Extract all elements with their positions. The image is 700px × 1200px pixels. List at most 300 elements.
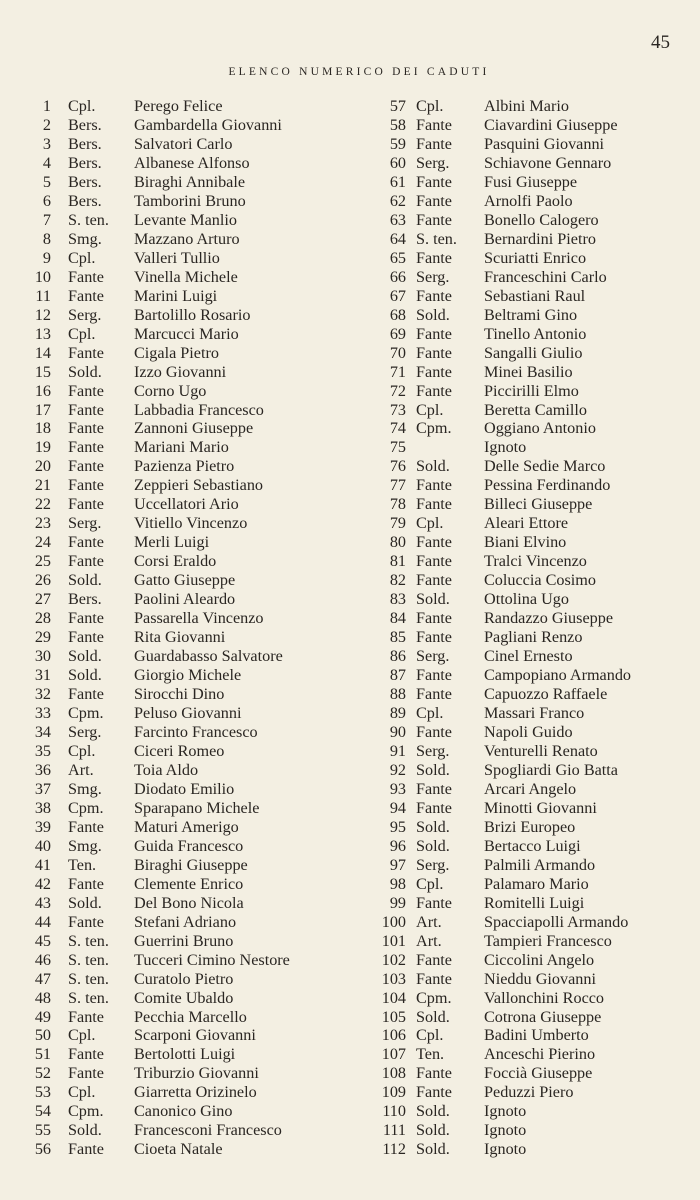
- list-item: [362, 818, 700, 837]
- list-item: [362, 1140, 700, 1159]
- entry-name: Marini Luigi: [134, 286, 218, 305]
- entry-rank: Cpl.: [416, 97, 444, 115]
- entry-name: Cinel Ernesto: [484, 647, 573, 666]
- entry-rank: Cpl.: [68, 1083, 96, 1102]
- entry-number: 102: [381, 950, 406, 969]
- entry-rank: Serg.: [68, 305, 102, 324]
- entry-name: Vinella Michele: [134, 267, 238, 286]
- list-item: [0, 723, 370, 742]
- entry-name: Levante Manlio: [134, 210, 237, 229]
- entry-number: 52: [34, 1064, 51, 1083]
- entry-number: 31: [34, 666, 51, 685]
- entry-name: Foccià Giuseppe: [484, 1064, 593, 1083]
- entry-name: Tampieri Francesco: [484, 931, 612, 950]
- entry-number: 96: [389, 836, 406, 855]
- entry-rank: Sold.: [68, 666, 102, 685]
- entry-name: Tralci Vincenzo: [484, 552, 587, 571]
- list-item: [0, 1064, 370, 1083]
- list-item: [362, 837, 700, 856]
- list-item: [0, 249, 370, 268]
- entry-rank: Fante: [416, 628, 452, 647]
- entry-number: 14: [34, 343, 51, 362]
- entry-number: 110: [382, 1102, 406, 1121]
- list-item: [362, 666, 700, 685]
- entry-name: Giorgio Michele: [134, 666, 242, 685]
- entry-rank: Fante: [416, 798, 452, 817]
- entry-rank: Fante: [68, 912, 104, 931]
- entry-rank: Serg.: [416, 647, 450, 666]
- entry-name: Triburzio Giovanni: [134, 1064, 259, 1083]
- entry-rank: Fante: [416, 495, 452, 514]
- entry-rank: Cpl.: [68, 741, 96, 760]
- entry-number: 108: [381, 1064, 406, 1083]
- entry-name: Ciccolini Angelo: [484, 950, 595, 969]
- entry-rank: Fante: [416, 172, 452, 191]
- entry-rank: Fante: [416, 533, 452, 552]
- list-item: [0, 344, 370, 363]
- entry-name: Sangalli Giulio: [484, 343, 583, 362]
- entry-number: 5: [42, 172, 51, 191]
- list-item: [0, 438, 370, 457]
- entry-rank: Bers.: [68, 153, 102, 172]
- entry-name: Del Bono Nicola: [134, 893, 244, 912]
- entry-rank: Smg.: [68, 229, 102, 248]
- entry-rank: Sold.: [68, 362, 102, 381]
- entry-number: 63: [389, 210, 406, 229]
- entry-name: Zannoni Giuseppe: [134, 419, 254, 438]
- entry-name: Zeppieri Sebastiano: [134, 476, 264, 495]
- entry-number: 81: [389, 552, 406, 571]
- entry-rank: Sold.: [416, 817, 450, 836]
- entry-name: Toia Aldo: [134, 760, 199, 779]
- list-item: [362, 287, 700, 306]
- entry-number: 97: [389, 855, 406, 874]
- entry-rank: S. ten.: [68, 969, 109, 988]
- entry-number: 86: [389, 647, 406, 666]
- entry-number: 47: [34, 969, 51, 988]
- entry-number: 104: [381, 988, 406, 1007]
- entry-number: 39: [34, 817, 51, 836]
- entry-name: Pazienza Pietro: [134, 457, 235, 476]
- entry-number: 29: [34, 628, 51, 647]
- entry-number: 11: [35, 286, 51, 305]
- entry-rank: Cpl.: [416, 704, 444, 722]
- entry-name: Aleari Ettore: [484, 514, 569, 533]
- list-item: [362, 761, 700, 780]
- list-item: [0, 875, 370, 894]
- entry-rank: Fante: [416, 476, 452, 495]
- entry-name: Schiavone Gennaro: [484, 153, 612, 172]
- entry-number: 112: [382, 1140, 406, 1159]
- page-heading: ELENCO NUMERICO DEI CADUTI: [228, 66, 490, 78]
- entry-number: 32: [34, 685, 51, 704]
- entry-name: Cotrona Giuseppe: [484, 1007, 602, 1026]
- list-item: [362, 533, 700, 552]
- entry-name: Minotti Giovanni: [484, 798, 597, 817]
- entry-number: 26: [34, 571, 51, 590]
- list-item: [362, 495, 700, 514]
- list-item: [0, 571, 370, 590]
- entry-name: Romitelli Luigi: [484, 893, 585, 912]
- list-item: [0, 97, 370, 116]
- entry-name: Guida Francesco: [134, 836, 244, 855]
- entry-rank: Art.: [416, 931, 442, 950]
- entry-number: 30: [34, 647, 51, 666]
- list-item: [0, 894, 370, 913]
- entry-rank: Sold.: [416, 1102, 450, 1121]
- entry-number: 10: [34, 267, 51, 286]
- entry-number: 57: [389, 97, 406, 115]
- entry-number: 85: [389, 628, 406, 647]
- entry-rank: Fante: [68, 533, 104, 552]
- entry-number: 105: [381, 1007, 406, 1026]
- entry-number: 64: [389, 229, 406, 248]
- entry-number: 17: [34, 400, 51, 419]
- entry-rank: Sold.: [416, 457, 450, 476]
- entry-name: Sparapano Michele: [134, 798, 260, 817]
- entry-number: 69: [389, 324, 406, 343]
- entry-name: Vitiello Vincenzo: [134, 514, 248, 533]
- entry-rank: Fante: [416, 362, 452, 381]
- entry-number: 59: [389, 134, 406, 153]
- list-item: [0, 382, 370, 401]
- list-item: [0, 951, 370, 970]
- list-item: [362, 457, 700, 476]
- entry-name: Bernardini Pietro: [484, 229, 596, 248]
- entry-number: 87: [389, 666, 406, 685]
- entry-name: Bertolotti Luigi: [134, 1045, 236, 1064]
- entry-name: Curatolo Pietro: [134, 969, 234, 988]
- list-item: [362, 552, 700, 571]
- entry-number: 7: [42, 210, 51, 229]
- entry-rank: Sold.: [416, 590, 450, 609]
- entry-name: Ignoto: [484, 1102, 527, 1121]
- entry-name: Albini Mario: [484, 97, 569, 115]
- list-item: [0, 799, 370, 818]
- entry-rank: Fante: [68, 1045, 104, 1064]
- entry-number: 80: [389, 533, 406, 552]
- entry-number: 2: [42, 115, 51, 134]
- entry-rank: Cpl.: [416, 400, 444, 419]
- entry-name: Mariani Mario: [134, 438, 229, 457]
- entry-rank: Serg.: [416, 741, 450, 760]
- entry-number: 84: [389, 609, 406, 628]
- entry-rank: Fante: [68, 343, 104, 362]
- entry-name: Peluso Giovanni: [134, 704, 242, 722]
- list-item: [362, 1102, 700, 1121]
- entry-number: 55: [34, 1121, 51, 1140]
- entry-number: 95: [389, 817, 406, 836]
- list-item: [0, 837, 370, 856]
- entry-number: 56: [34, 1140, 51, 1159]
- list-item: [362, 1008, 700, 1027]
- entry-rank: Fante: [416, 552, 452, 571]
- entry-name: Passarella Vincenzo: [134, 609, 264, 628]
- entry-rank: Fante: [416, 324, 452, 343]
- entry-name: Guardabasso Salvatore: [134, 647, 283, 666]
- entry-name: Scuriatti Enrico: [484, 248, 587, 267]
- entry-name: Tamborini Bruno: [134, 191, 246, 210]
- entry-rank: Bers.: [68, 172, 102, 191]
- entry-name: Gambardella Giovanni: [134, 115, 282, 134]
- entry-name: Napoli Guido: [484, 722, 573, 741]
- list-item: [362, 268, 700, 287]
- entry-number: 76: [389, 457, 406, 476]
- entry-name: Spogliardi Gio Batta: [484, 760, 618, 779]
- list-item: [0, 818, 370, 837]
- entry-rank: Fante: [68, 476, 104, 495]
- entry-name: Uccellatori Ario: [134, 495, 239, 514]
- list-item: [0, 1026, 370, 1045]
- entry-number: 83: [389, 590, 406, 609]
- entry-number: 48: [34, 988, 51, 1007]
- list-item: [0, 1083, 370, 1102]
- entry-number: 6: [42, 191, 51, 210]
- entry-rank: Fante: [416, 1083, 452, 1102]
- entry-rank: Fante: [68, 817, 104, 836]
- entry-name: Ignoto: [484, 1140, 527, 1159]
- entry-rank: Ten.: [416, 1045, 445, 1064]
- entry-name: Spacciapolli Armando: [484, 912, 629, 931]
- list-item: [362, 590, 700, 609]
- entry-number: 70: [389, 343, 406, 362]
- entry-number: 107: [381, 1045, 406, 1064]
- list-item: [362, 780, 700, 799]
- entry-rank: Cpl.: [416, 1026, 444, 1045]
- entry-number: 9: [42, 248, 51, 267]
- entry-number: 20: [34, 457, 51, 476]
- entry-name: Beltrami Gino: [484, 305, 578, 324]
- list-item: [362, 192, 700, 211]
- list-item: [362, 989, 700, 1008]
- entry-number: 100: [381, 912, 406, 931]
- list-item: [0, 590, 370, 609]
- list-item: [0, 230, 370, 249]
- entry-rank: Fante: [68, 286, 104, 305]
- list-item: [0, 363, 370, 382]
- list-item: [0, 268, 370, 287]
- entry-number: 94: [389, 798, 406, 817]
- entry-rank: Cpl.: [416, 514, 444, 533]
- list-item: [362, 249, 700, 268]
- entry-rank: Bers.: [68, 134, 102, 153]
- entry-rank: Cpm.: [68, 1102, 104, 1121]
- entry-rank: Fante: [68, 438, 104, 457]
- entry-rank: Sold.: [416, 1121, 450, 1140]
- list-item: [362, 799, 700, 818]
- entry-rank: Fante: [416, 343, 452, 362]
- list-item: [362, 932, 700, 951]
- list-item: [0, 325, 370, 344]
- entry-name: Massari Franco: [484, 704, 585, 722]
- entry-number: 66: [389, 267, 406, 286]
- entry-number: 46: [34, 950, 51, 969]
- list-item: [362, 135, 700, 154]
- entry-number: 42: [34, 874, 51, 893]
- entry-number: 103: [381, 969, 406, 988]
- entry-name: Merli Luigi: [134, 533, 210, 552]
- list-item: [0, 970, 370, 989]
- entry-number: 41: [34, 855, 51, 874]
- entry-number: 61: [389, 172, 406, 191]
- entry-rank: Bers.: [68, 590, 102, 609]
- entry-name: Guerrini Bruno: [134, 931, 234, 950]
- entry-name: Ciceri Romeo: [134, 741, 225, 760]
- entry-rank: Fante: [416, 779, 452, 798]
- entry-name: Coluccia Cosimo: [484, 571, 596, 590]
- entry-name: Cioeta Natale: [134, 1140, 223, 1159]
- list-item: [0, 1102, 370, 1121]
- list-item: [362, 951, 700, 970]
- list-item: [0, 856, 370, 875]
- entry-rank: Fante: [416, 722, 452, 741]
- entry-name: Arnolfi Paolo: [484, 191, 573, 210]
- list-item: [0, 666, 370, 685]
- list-item: [0, 457, 370, 476]
- list-item: [362, 173, 700, 192]
- entry-rank: Sold.: [416, 305, 450, 324]
- entry-number: 33: [34, 704, 51, 722]
- entry-name: Franceschini Carlo: [484, 267, 607, 286]
- list-item: [0, 1045, 370, 1064]
- entry-number: 40: [34, 836, 51, 855]
- entry-name: Campopiano Armando: [484, 666, 632, 685]
- entry-number: 79: [389, 514, 406, 533]
- entry-number: 51: [34, 1045, 51, 1064]
- entry-number: 98: [389, 874, 406, 893]
- entry-name: Palamaro Mario: [484, 874, 589, 893]
- entry-rank: Fante: [416, 666, 452, 685]
- list-item: [0, 628, 370, 647]
- entry-rank: Bers.: [68, 115, 102, 134]
- entry-number: 50: [34, 1026, 51, 1045]
- entry-rank: S. ten.: [68, 931, 109, 950]
- entry-number: 99: [389, 893, 406, 912]
- entry-name: Fusi Giuseppe: [484, 172, 578, 191]
- entry-rank: Fante: [416, 134, 452, 153]
- entry-rank: Fante: [416, 115, 452, 134]
- entry-rank: Fante: [68, 400, 104, 419]
- list-item: [362, 1026, 700, 1045]
- entry-number: 58: [389, 115, 406, 134]
- entry-number: 71: [389, 362, 406, 381]
- entry-number: 28: [34, 609, 51, 628]
- entry-name: Rita Giovanni: [134, 628, 226, 647]
- entry-rank: Fante: [416, 248, 452, 267]
- entry-name: Giarretta Orizinelo: [134, 1083, 257, 1102]
- list-item: [0, 780, 370, 799]
- list-item: [362, 476, 700, 495]
- list-item: [0, 514, 370, 533]
- entry-number: 19: [34, 438, 51, 457]
- entry-name: Marcucci Mario: [134, 324, 239, 343]
- entry-rank: Cpl.: [68, 324, 96, 343]
- entry-rank: Cpl.: [68, 1026, 96, 1045]
- list-item: [0, 913, 370, 932]
- entry-name: Valleri Tullio: [134, 248, 220, 267]
- entry-name: Beretta Camillo: [484, 400, 587, 419]
- list-item: [362, 628, 700, 647]
- list-item: [362, 211, 700, 230]
- right-column: [362, 97, 700, 1159]
- entry-rank: Sold.: [68, 893, 102, 912]
- entry-name: Scarponi Giovanni: [134, 1026, 256, 1045]
- entry-number: 77: [389, 476, 406, 495]
- entry-rank: Fante: [416, 950, 452, 969]
- entry-rank: Fante: [416, 286, 452, 305]
- entry-number: 34: [34, 722, 51, 741]
- list-item: [0, 742, 370, 761]
- entry-number: 21: [34, 476, 51, 495]
- entry-number: 54: [34, 1102, 51, 1121]
- entry-name: Bonello Calogero: [484, 210, 599, 229]
- entry-rank: Fante: [416, 381, 452, 400]
- list-item: [362, 704, 700, 723]
- entry-name: Pagliani Renzo: [484, 628, 583, 647]
- entry-number: 67: [389, 286, 406, 305]
- entry-name: Francesconi Francesco: [134, 1121, 282, 1140]
- entry-rank: Fante: [416, 210, 452, 229]
- entry-name: Brizi Europeo: [484, 817, 576, 836]
- entry-rank: Fante: [68, 1140, 104, 1159]
- entry-number: 90: [389, 722, 406, 741]
- entry-number: 68: [389, 305, 406, 324]
- entry-name: Biraghi Annibale: [134, 172, 246, 191]
- list-item: [0, 989, 370, 1008]
- entry-name: Biraghi Giuseppe: [134, 855, 248, 874]
- entry-rank: Serg.: [68, 722, 102, 741]
- entry-rank: Sold.: [416, 1140, 450, 1159]
- entry-number: 16: [34, 381, 51, 400]
- entry-number: 3: [42, 134, 51, 153]
- entry-name: Pecchia Marcello: [134, 1007, 247, 1026]
- entry-name: Paolini Aleardo: [134, 590, 236, 609]
- entry-name: Izzo Giovanni: [134, 362, 227, 381]
- list-item: [362, 1121, 700, 1140]
- list-item: [362, 438, 700, 457]
- list-item: [362, 647, 700, 666]
- entry-number: 43: [34, 893, 51, 912]
- entry-name: Cigala Pietro: [134, 343, 219, 362]
- list-item: [0, 419, 370, 438]
- entry-number: 36: [34, 760, 51, 779]
- entry-rank: Serg.: [416, 855, 450, 874]
- entry-name: Sirocchi Dino: [134, 685, 225, 704]
- entry-name: Comite Ubaldo: [134, 988, 234, 1007]
- entry-name: Pessina Ferdinando: [484, 476, 611, 495]
- entry-number: 38: [34, 798, 51, 817]
- list-item: [0, 401, 370, 420]
- entry-number: 106: [381, 1026, 406, 1045]
- entry-rank: Art.: [416, 912, 442, 931]
- list-item: [362, 609, 700, 628]
- list-item: [0, 1140, 370, 1159]
- entry-name: Gatto Giuseppe: [134, 571, 236, 590]
- entry-name: Perego Felice: [134, 97, 223, 115]
- list-item: [0, 533, 370, 552]
- entry-name: Venturelli Renato: [484, 741, 598, 760]
- entry-number: 1: [42, 97, 51, 115]
- list-item: [362, 856, 700, 875]
- entry-rank: Fante: [68, 609, 104, 628]
- entry-rank: Fante: [416, 685, 452, 704]
- list-item: [0, 932, 370, 951]
- entry-name: Maturi Amerigo: [134, 817, 239, 836]
- list-item: [0, 476, 370, 495]
- entry-number: 75: [389, 438, 406, 457]
- list-item: [0, 1008, 370, 1027]
- list-item: [0, 647, 370, 666]
